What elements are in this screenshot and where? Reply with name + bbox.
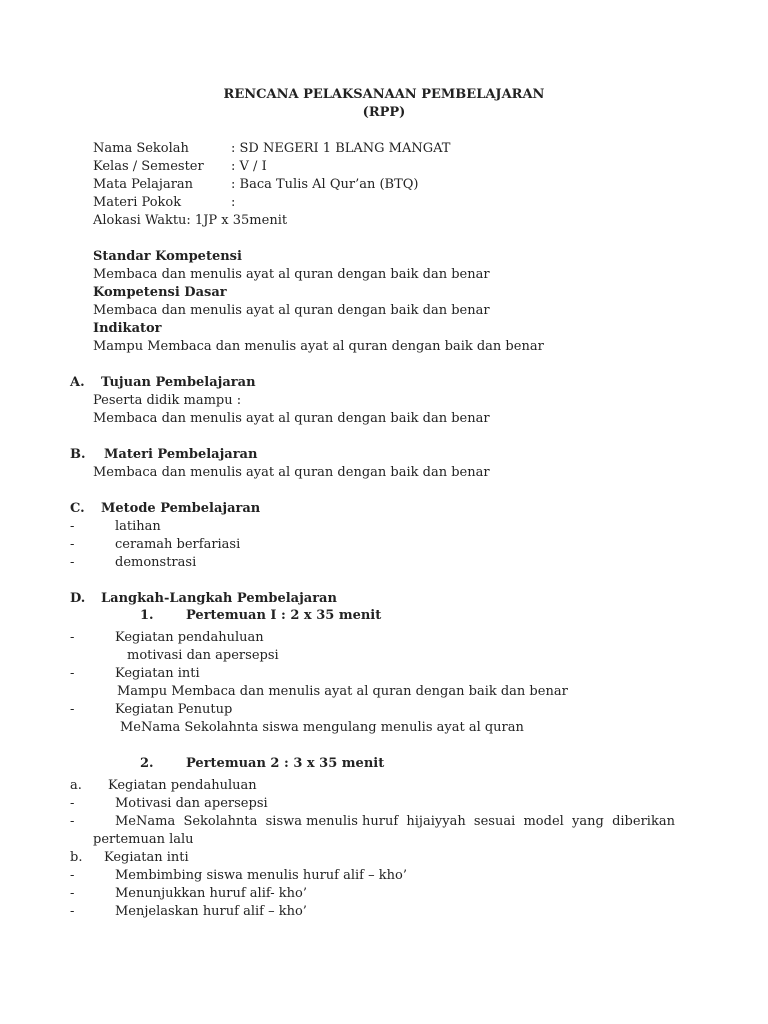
info-value-row xyxy=(231,194,235,212)
activity-detail: MeNama Sekolahnta siswa mengulang menulis ayat al quran xyxy=(120,720,524,735)
info-value-row xyxy=(231,158,267,176)
justified-word: yang xyxy=(572,814,604,829)
standard-competency-text: Membaca dan menulis ayat al quran dengan baik dan benar xyxy=(93,267,490,282)
subsection-a-letter: a. xyxy=(70,778,82,793)
info-label: Materi Pokok xyxy=(93,195,182,210)
activity-label: Kegiatan Penutup xyxy=(115,702,233,717)
section-a-heading: Tujuan Pembelajaran xyxy=(101,375,256,390)
meeting-1-number: 1. xyxy=(140,608,154,623)
bullet-dash: - xyxy=(70,702,75,717)
info-row xyxy=(93,140,189,158)
method-item: latihan xyxy=(115,519,161,534)
activity-item: Motivasi dan apersepsi xyxy=(115,796,268,811)
bullet-dash: - xyxy=(70,814,75,829)
method-item: demonstrasi xyxy=(115,555,197,570)
section-a-line: Peserta didik mampu : xyxy=(93,393,242,408)
bullet-dash: - xyxy=(70,666,75,681)
activity-label: Kegiatan pendahuluan xyxy=(115,630,264,645)
justified-word: model xyxy=(523,814,564,829)
justified-word: diberikan xyxy=(612,814,675,829)
info-value-row xyxy=(231,176,419,194)
justified-word: hijaiyyah xyxy=(406,814,466,829)
section-a-letter: A. xyxy=(70,375,85,390)
indicator-heading: Indikator xyxy=(93,321,162,336)
meeting-2-title: Pertemuan 2 : 3 x 35 menit xyxy=(186,756,385,771)
justified-word: Sekolahnta xyxy=(183,814,258,829)
info-label: Mata Pelajaran xyxy=(93,177,194,192)
subsection-b-label: Kegiatan inti xyxy=(104,850,189,865)
info-row xyxy=(93,176,193,194)
activity-detail: Mampu Membaca dan menulis ayat al quran dengan baik dan benar xyxy=(117,684,568,699)
info-value-row xyxy=(231,140,450,158)
section-b-line: Membaca dan menulis ayat al quran dengan baik dan benar xyxy=(93,465,490,480)
info-row xyxy=(93,194,181,212)
section-b-heading: Materi Pembelajaran xyxy=(104,447,258,462)
subsection-a-label: Kegiatan pendahuluan xyxy=(108,778,257,793)
bullet-dash: - xyxy=(70,868,75,883)
info-separator: : xyxy=(231,141,236,156)
info-label: Alokasi Waktu: 1JP x 35menit xyxy=(93,213,288,228)
bullet-dash: - xyxy=(70,796,75,811)
justified-word: sesuai xyxy=(473,814,516,829)
bullet-dash: - xyxy=(70,537,75,552)
info-separator: : xyxy=(231,195,236,210)
bullet-dash: - xyxy=(70,555,75,570)
basic-competency-heading: Kompetensi Dasar xyxy=(93,285,227,300)
info-label: Nama Sekolah xyxy=(93,141,189,156)
info-row xyxy=(93,158,204,176)
bullet-dash: - xyxy=(70,886,75,901)
activity-item: Membimbing siswa menulis huruf alif – kho’ xyxy=(115,868,407,883)
info-value: V / I xyxy=(239,159,267,174)
meeting-2-number: 2. xyxy=(140,756,154,771)
activity-item: Menjelaskan huruf alif – kho’ xyxy=(115,904,307,919)
info-separator: : xyxy=(231,159,236,174)
info-value: Baca Tulis Al Qur’an (BTQ) xyxy=(239,177,419,192)
activity-item-continuation: pertemuan lalu xyxy=(93,832,194,847)
justified-word: MeNama xyxy=(115,814,176,829)
basic-competency-text: Membaca dan menulis ayat al quran dengan baik dan benar xyxy=(93,303,490,318)
section-d-heading: Langkah-Langkah Pembelajaran xyxy=(101,591,337,606)
section-b-letter: B. xyxy=(70,447,86,462)
justified-word: siswa menulis huruf xyxy=(265,814,399,829)
bullet-dash: - xyxy=(70,904,75,919)
document-subtitle: (RPP) xyxy=(362,105,406,120)
indicator-text: Mampu Membaca dan menulis ayat al quran dengan baik dan benar xyxy=(93,339,544,354)
method-item: ceramah berfariasi xyxy=(115,537,241,552)
section-c-letter: C. xyxy=(70,501,85,516)
section-d-letter: D. xyxy=(70,591,86,606)
info-separator: : xyxy=(231,177,236,192)
activity-item-justified xyxy=(115,813,675,831)
standard-competency-heading: Standar Kompetensi xyxy=(93,249,242,264)
info-label: Kelas / Semester xyxy=(93,159,204,174)
activity-item: Menunjukkan huruf alif- kho’ xyxy=(115,886,307,901)
activity-label: Kegiatan inti xyxy=(115,666,200,681)
subsection-b-letter: b. xyxy=(70,850,83,865)
section-c-heading: Metode Pembelajaran xyxy=(101,501,261,516)
info-row xyxy=(93,212,287,230)
document-title: RENCANA PELAKSANAAN PEMBELAJARAN xyxy=(223,87,545,102)
bullet-dash: - xyxy=(70,630,75,645)
bullet-dash: - xyxy=(70,519,75,534)
info-value: SD NEGERI 1 BLANG MANGAT xyxy=(239,141,451,156)
activity-detail: motivasi dan apersepsi xyxy=(127,648,279,663)
section-a-line: Membaca dan menulis ayat al quran dengan baik dan benar xyxy=(93,411,490,426)
meeting-1-title: Pertemuan I : 2 x 35 menit xyxy=(186,608,382,623)
